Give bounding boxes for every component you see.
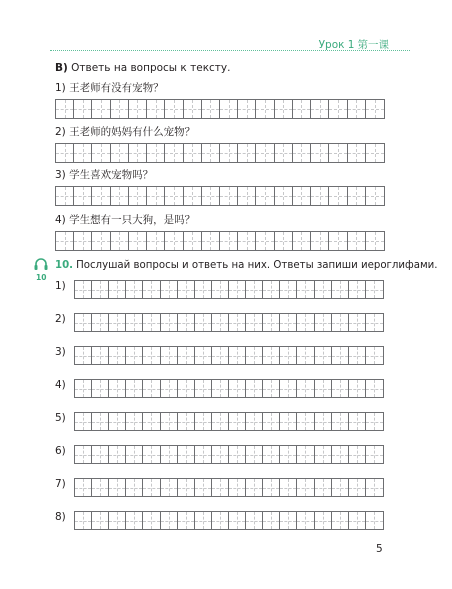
writing-cell[interactable]: [129, 187, 147, 205]
writing-cell[interactable]: [229, 347, 246, 364]
writing-cell[interactable]: [161, 413, 178, 430]
writing-cell[interactable]: [293, 232, 311, 250]
writing-cell[interactable]: [348, 187, 366, 205]
writing-cell[interactable]: [366, 144, 384, 162]
writing-cell[interactable]: [349, 512, 366, 529]
writing-cell[interactable]: [126, 512, 143, 529]
writing-cell[interactable]: [126, 347, 143, 364]
writing-cell[interactable]: [143, 512, 160, 529]
writing-cell[interactable]: [126, 479, 143, 496]
writing-cell[interactable]: [280, 380, 297, 397]
writing-cell[interactable]: [161, 281, 178, 298]
writing-cell[interactable]: [161, 347, 178, 364]
writing-cell[interactable]: [297, 281, 314, 298]
answer-grid-row-8[interactable]: [74, 511, 384, 530]
writing-cell[interactable]: [366, 413, 383, 430]
writing-cell[interactable]: [195, 347, 212, 364]
writing-cell[interactable]: [246, 347, 263, 364]
writing-cell[interactable]: [329, 232, 347, 250]
writing-cell[interactable]: [349, 380, 366, 397]
writing-cell[interactable]: [212, 479, 229, 496]
writing-cell[interactable]: [332, 314, 349, 331]
writing-cell[interactable]: [297, 446, 314, 463]
writing-cell[interactable]: [111, 100, 129, 118]
writing-cell[interactable]: [202, 100, 220, 118]
writing-cell[interactable]: [75, 446, 92, 463]
writing-cell[interactable]: [184, 187, 202, 205]
writing-cell[interactable]: [75, 479, 92, 496]
writing-cell[interactable]: [275, 100, 293, 118]
writing-cell[interactable]: [111, 232, 129, 250]
writing-cell[interactable]: [126, 314, 143, 331]
writing-cell[interactable]: [126, 413, 143, 430]
writing-cell[interactable]: [280, 314, 297, 331]
row-label-2: 2): [55, 313, 66, 325]
writing-cell[interactable]: [229, 512, 246, 529]
writing-cell[interactable]: [315, 413, 332, 430]
section-v-title: [55, 62, 230, 74]
writing-cell[interactable]: [147, 144, 165, 162]
writing-cell[interactable]: [75, 380, 92, 397]
answer-grid-row-6[interactable]: [74, 445, 384, 464]
row-label-6: 6): [55, 445, 66, 457]
writing-cell[interactable]: [92, 479, 109, 496]
writing-cell[interactable]: [332, 380, 349, 397]
writing-cell[interactable]: [109, 380, 126, 397]
writing-cell[interactable]: [126, 380, 143, 397]
lesson-label-cn: 第一课: [357, 39, 389, 51]
writing-cell[interactable]: [229, 446, 246, 463]
writing-cell[interactable]: [165, 232, 183, 250]
writing-cell[interactable]: [178, 479, 195, 496]
writing-cell[interactable]: [161, 314, 178, 331]
writing-cell[interactable]: [238, 144, 256, 162]
writing-cell[interactable]: [366, 512, 383, 529]
writing-cell[interactable]: [161, 512, 178, 529]
writing-cell[interactable]: [195, 281, 212, 298]
writing-cell[interactable]: [184, 100, 202, 118]
writing-cell[interactable]: [184, 232, 202, 250]
writing-cell[interactable]: [229, 281, 246, 298]
writing-cell[interactable]: [126, 281, 143, 298]
writing-cell[interactable]: [202, 144, 220, 162]
writing-cell[interactable]: [348, 100, 366, 118]
writing-cell[interactable]: [348, 144, 366, 162]
writing-cell[interactable]: [220, 100, 238, 118]
writing-cell[interactable]: [280, 347, 297, 364]
question-2: 2) 王老师的妈妈有什么宠物？: [55, 126, 196, 138]
writing-cell[interactable]: [212, 281, 229, 298]
writing-cell[interactable]: [229, 380, 246, 397]
writing-cell[interactable]: [293, 187, 311, 205]
writing-cell[interactable]: [161, 479, 178, 496]
writing-cell[interactable]: [161, 446, 178, 463]
writing-cell[interactable]: [143, 479, 160, 496]
row-label-5: 5): [55, 412, 66, 424]
writing-cell[interactable]: [56, 100, 74, 118]
writing-cell[interactable]: [92, 380, 109, 397]
writing-cell[interactable]: [74, 232, 92, 250]
writing-cell[interactable]: [143, 413, 160, 430]
writing-cell[interactable]: [109, 446, 126, 463]
writing-cell[interactable]: [315, 281, 332, 298]
writing-cell[interactable]: [263, 512, 280, 529]
writing-cell[interactable]: [332, 479, 349, 496]
writing-cell[interactable]: [220, 187, 238, 205]
writing-cell[interactable]: [129, 144, 147, 162]
writing-cell[interactable]: [311, 232, 329, 250]
writing-cell[interactable]: [366, 347, 383, 364]
writing-cell[interactable]: [56, 144, 74, 162]
answer-grid-row-3[interactable]: [74, 346, 384, 365]
writing-cell[interactable]: [349, 479, 366, 496]
writing-cell[interactable]: [315, 512, 332, 529]
writing-cell[interactable]: [297, 380, 314, 397]
writing-cell[interactable]: [178, 314, 195, 331]
writing-cell[interactable]: [280, 446, 297, 463]
answer-grid-1[interactable]: [55, 99, 385, 119]
writing-cell[interactable]: [178, 281, 195, 298]
lesson-header: [319, 37, 389, 52]
writing-cell[interactable]: [366, 479, 383, 496]
exercise-number: 10.: [55, 260, 74, 271]
writing-cell[interactable]: [202, 187, 220, 205]
writing-cell[interactable]: [220, 144, 238, 162]
writing-cell[interactable]: [126, 446, 143, 463]
writing-cell[interactable]: [297, 413, 314, 430]
writing-cell[interactable]: [366, 232, 384, 250]
writing-cell[interactable]: [256, 100, 274, 118]
writing-cell[interactable]: [111, 187, 129, 205]
writing-cell[interactable]: [165, 100, 183, 118]
writing-cell[interactable]: [229, 479, 246, 496]
writing-cell[interactable]: [275, 232, 293, 250]
writing-cell[interactable]: [263, 314, 280, 331]
writing-cell[interactable]: [329, 144, 347, 162]
writing-cell[interactable]: [75, 347, 92, 364]
writing-cell[interactable]: [178, 347, 195, 364]
writing-cell[interactable]: [109, 281, 126, 298]
writing-cell[interactable]: [263, 281, 280, 298]
writing-cell[interactable]: [297, 512, 314, 529]
writing-cell[interactable]: [178, 446, 195, 463]
writing-cell[interactable]: [212, 380, 229, 397]
writing-cell[interactable]: [92, 413, 109, 430]
writing-cell[interactable]: [92, 232, 110, 250]
writing-cell[interactable]: [92, 314, 109, 331]
writing-cell[interactable]: [280, 413, 297, 430]
writing-cell[interactable]: [195, 380, 212, 397]
writing-cell[interactable]: [129, 232, 147, 250]
writing-cell[interactable]: [263, 446, 280, 463]
writing-cell[interactable]: [74, 144, 92, 162]
writing-cell[interactable]: [315, 446, 332, 463]
writing-cell[interactable]: [246, 314, 263, 331]
writing-cell[interactable]: [297, 479, 314, 496]
writing-cell[interactable]: [74, 100, 92, 118]
writing-cell[interactable]: [92, 446, 109, 463]
writing-cell[interactable]: [246, 479, 263, 496]
writing-cell[interactable]: [202, 232, 220, 250]
writing-cell[interactable]: [311, 100, 329, 118]
headphones-icon[interactable]: [33, 256, 49, 272]
writing-cell[interactable]: [195, 413, 212, 430]
writing-cell[interactable]: [349, 446, 366, 463]
row-label-8: 8): [55, 511, 66, 523]
writing-cell[interactable]: [92, 144, 110, 162]
writing-cell[interactable]: [195, 479, 212, 496]
writing-cell[interactable]: [263, 380, 280, 397]
writing-cell[interactable]: [280, 281, 297, 298]
writing-cell[interactable]: [366, 446, 383, 463]
writing-cell[interactable]: [161, 380, 178, 397]
writing-cell[interactable]: [195, 314, 212, 331]
writing-cell[interactable]: [311, 187, 329, 205]
exercise-instruction: Послушай вопросы и ответь на них. Ответы запиши иероглифами.: [76, 260, 438, 271]
writing-cell[interactable]: [229, 413, 246, 430]
writing-cell[interactable]: [147, 187, 165, 205]
writing-cell[interactable]: [315, 347, 332, 364]
answer-grid-3[interactable]: [55, 186, 385, 206]
writing-cell[interactable]: [74, 187, 92, 205]
writing-cell[interactable]: [195, 512, 212, 529]
writing-cell[interactable]: [349, 413, 366, 430]
answer-grid-row-2[interactable]: [74, 313, 384, 332]
writing-cell[interactable]: [366, 314, 383, 331]
writing-cell[interactable]: [246, 380, 263, 397]
writing-cell[interactable]: [332, 413, 349, 430]
answer-grid-2[interactable]: [55, 143, 385, 163]
writing-cell[interactable]: [275, 144, 293, 162]
writing-cell[interactable]: [366, 187, 384, 205]
writing-cell[interactable]: [280, 512, 297, 529]
writing-cell[interactable]: [92, 347, 109, 364]
writing-cell[interactable]: [143, 446, 160, 463]
writing-cell[interactable]: [143, 314, 160, 331]
writing-cell[interactable]: [246, 446, 263, 463]
writing-cell[interactable]: [366, 380, 383, 397]
writing-cell[interactable]: [315, 314, 332, 331]
writing-cell[interactable]: [263, 479, 280, 496]
writing-cell[interactable]: [109, 512, 126, 529]
writing-cell[interactable]: [212, 314, 229, 331]
writing-cell[interactable]: [349, 347, 366, 364]
writing-cell[interactable]: [229, 314, 246, 331]
writing-cell[interactable]: [275, 187, 293, 205]
audio-track-number: 10: [36, 273, 47, 282]
writing-cell[interactable]: [178, 512, 195, 529]
writing-cell[interactable]: [256, 187, 274, 205]
writing-cell[interactable]: [329, 100, 347, 118]
writing-cell[interactable]: [332, 446, 349, 463]
section-instruction: Ответь на вопросы к тексту.: [71, 62, 231, 74]
writing-cell[interactable]: [56, 232, 74, 250]
writing-cell[interactable]: [263, 413, 280, 430]
writing-cell[interactable]: [92, 512, 109, 529]
writing-cell[interactable]: [109, 314, 126, 331]
writing-cell[interactable]: [75, 314, 92, 331]
writing-cell[interactable]: [147, 100, 165, 118]
writing-cell[interactable]: [143, 281, 160, 298]
writing-cell[interactable]: [293, 100, 311, 118]
writing-cell[interactable]: [348, 232, 366, 250]
writing-cell[interactable]: [246, 413, 263, 430]
writing-cell[interactable]: [263, 347, 280, 364]
lesson-label-ru: Урок 1: [318, 39, 355, 51]
exercise-10-title: [55, 260, 438, 271]
writing-cell[interactable]: [349, 281, 366, 298]
writing-cell[interactable]: [315, 479, 332, 496]
row-label-7: 7): [55, 478, 66, 490]
writing-cell[interactable]: [143, 347, 160, 364]
writing-cell[interactable]: [297, 314, 314, 331]
answer-grid-row-5[interactable]: [74, 412, 384, 431]
writing-cell[interactable]: [238, 100, 256, 118]
section-letter: В): [55, 62, 68, 74]
writing-cell[interactable]: [332, 347, 349, 364]
writing-cell[interactable]: [212, 512, 229, 529]
writing-cell[interactable]: [56, 187, 74, 205]
writing-cell[interactable]: [178, 413, 195, 430]
writing-cell[interactable]: [178, 380, 195, 397]
writing-cell[interactable]: [109, 479, 126, 496]
writing-cell[interactable]: [366, 281, 383, 298]
writing-cell[interactable]: [143, 380, 160, 397]
writing-cell[interactable]: [349, 314, 366, 331]
answer-grid-row-1[interactable]: [74, 280, 384, 299]
writing-cell[interactable]: [256, 232, 274, 250]
answer-grid-row-7[interactable]: [74, 478, 384, 497]
writing-cell[interactable]: [238, 187, 256, 205]
writing-cell[interactable]: [109, 413, 126, 430]
writing-cell[interactable]: [212, 413, 229, 430]
writing-cell[interactable]: [311, 144, 329, 162]
writing-cell[interactable]: [195, 446, 212, 463]
writing-cell[interactable]: [220, 232, 238, 250]
question-4: 4) 学生想有一只大狗，是吗？: [55, 214, 196, 226]
row-label-1: 1): [55, 280, 66, 292]
writing-cell[interactable]: [92, 187, 110, 205]
writing-cell[interactable]: [212, 347, 229, 364]
page-number: 5: [376, 543, 383, 555]
writing-cell[interactable]: [92, 281, 109, 298]
writing-cell[interactable]: [165, 187, 183, 205]
writing-cell[interactable]: [109, 347, 126, 364]
writing-cell[interactable]: [256, 144, 274, 162]
writing-cell[interactable]: [293, 144, 311, 162]
row-label-3: 3): [55, 346, 66, 358]
writing-cell[interactable]: [212, 446, 229, 463]
writing-cell[interactable]: [332, 281, 349, 298]
writing-cell[interactable]: [184, 144, 202, 162]
writing-cell[interactable]: [238, 232, 256, 250]
writing-cell[interactable]: [366, 100, 384, 118]
writing-cell[interactable]: [75, 281, 92, 298]
writing-cell[interactable]: [329, 187, 347, 205]
writing-cell[interactable]: [165, 144, 183, 162]
writing-cell[interactable]: [315, 380, 332, 397]
writing-cell[interactable]: [111, 144, 129, 162]
writing-cell[interactable]: [129, 100, 147, 118]
answer-grid-4[interactable]: [55, 231, 385, 251]
writing-cell[interactable]: [280, 479, 297, 496]
writing-cell[interactable]: [75, 512, 92, 529]
writing-cell[interactable]: [297, 347, 314, 364]
question-1: 1) 王老师有没有宠物？: [55, 82, 164, 94]
writing-cell[interactable]: [147, 232, 165, 250]
writing-cell[interactable]: [246, 512, 263, 529]
writing-cell[interactable]: [246, 281, 263, 298]
row-label-4: 4): [55, 379, 66, 391]
writing-cell[interactable]: [75, 413, 92, 430]
writing-cell[interactable]: [92, 100, 110, 118]
question-3: 3) 学生喜欢宠物吗？: [55, 169, 154, 181]
writing-cell[interactable]: [332, 512, 349, 529]
answer-grid-row-4[interactable]: [74, 379, 384, 398]
